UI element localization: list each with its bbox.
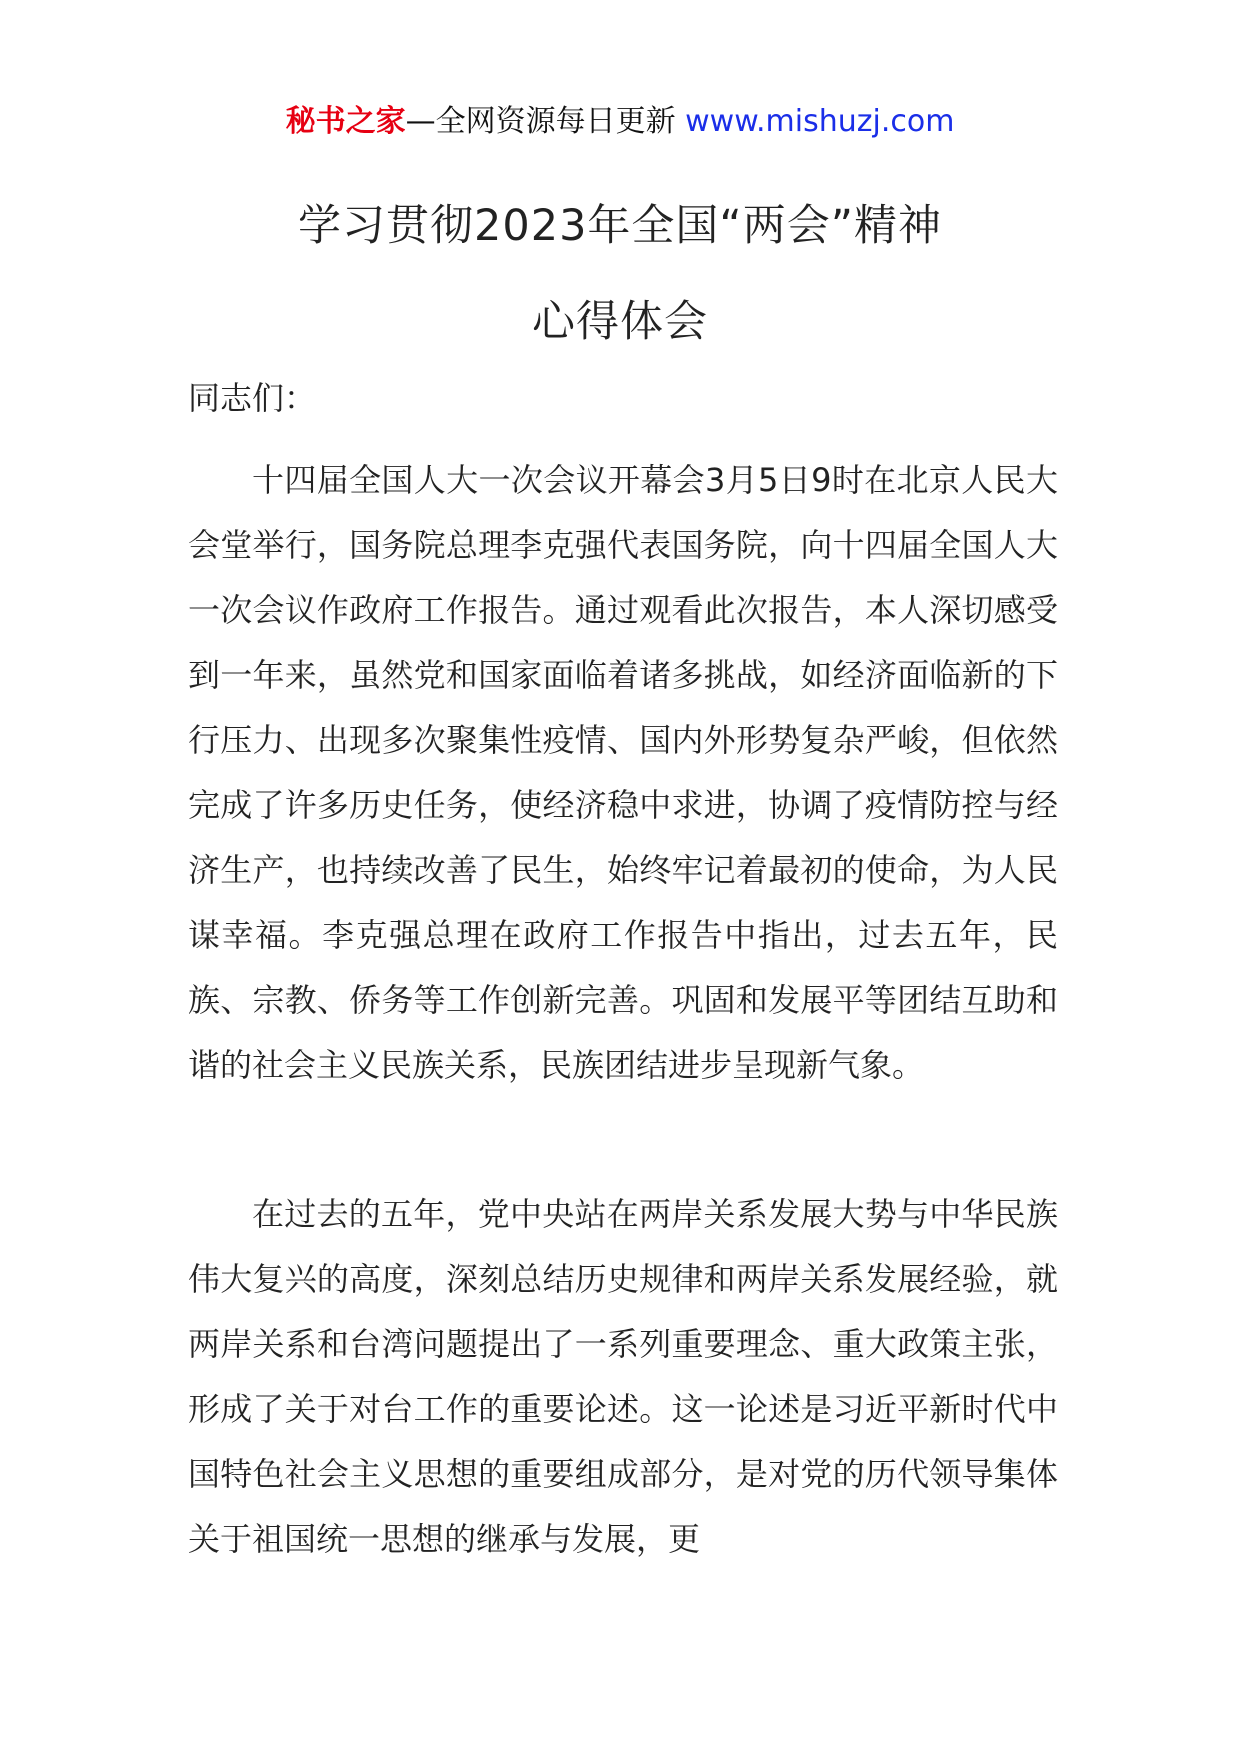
site-banner [0, 100, 1240, 144]
document-title-line-1: 学习贯彻2023年全国“两会”精神 [298, 201, 942, 251]
body-paragraph-2: 在过去的五年，党中央站在两岸关系发展大势与中华民族伟大复兴的高度，深刻总结历史规律和两岸关系发展经验，就两岸关系和台湾问题提出了一系列重要理念、重大政策主张，形成了关于对台工作的重要论述。这一论述是习近平新时代中国特色社会主义思想的重要组成部分，是对党的历代领导集体关于祖国统一思想的继承与发展，更 [188, 1195, 1058, 1558]
banner-slogan: —全网资源每日更新 [405, 104, 686, 139]
body-paragraph-1: 十四届全国人大一次会议开幕会3月5日9时在北京人民大会堂举行，国务院总理李克强代表国务院，向十四届全国人大一次会议作政府工作报告。通过观看此次报告，本人深切感受到一年来，虽然党和国家面临着诸多挑战，如经济面临新的下行压力、出现多次聚集性疫情、国内外形势复杂严峻，但依然完成了许多历史任务，使经济稳中求进，协调了疫情防控与经济生产，也持续改善了民生，始终牢记着最初的使命，为人民谋幸福。李克强总理在政府工作报告中指出，过去五年，民族、宗教、侨务等工作创新完善。巩固和发展平等团结互助和谐的社会主义民族关系，民族团结进步呈现新气象。 [188, 461, 1058, 1084]
brand-name: 秘书之家 [285, 104, 406, 139]
site-url: www.mishuzj.com [685, 104, 955, 139]
document-title-line-2: 心得体会 [532, 297, 708, 347]
salutation: 同志们： [188, 379, 317, 417]
